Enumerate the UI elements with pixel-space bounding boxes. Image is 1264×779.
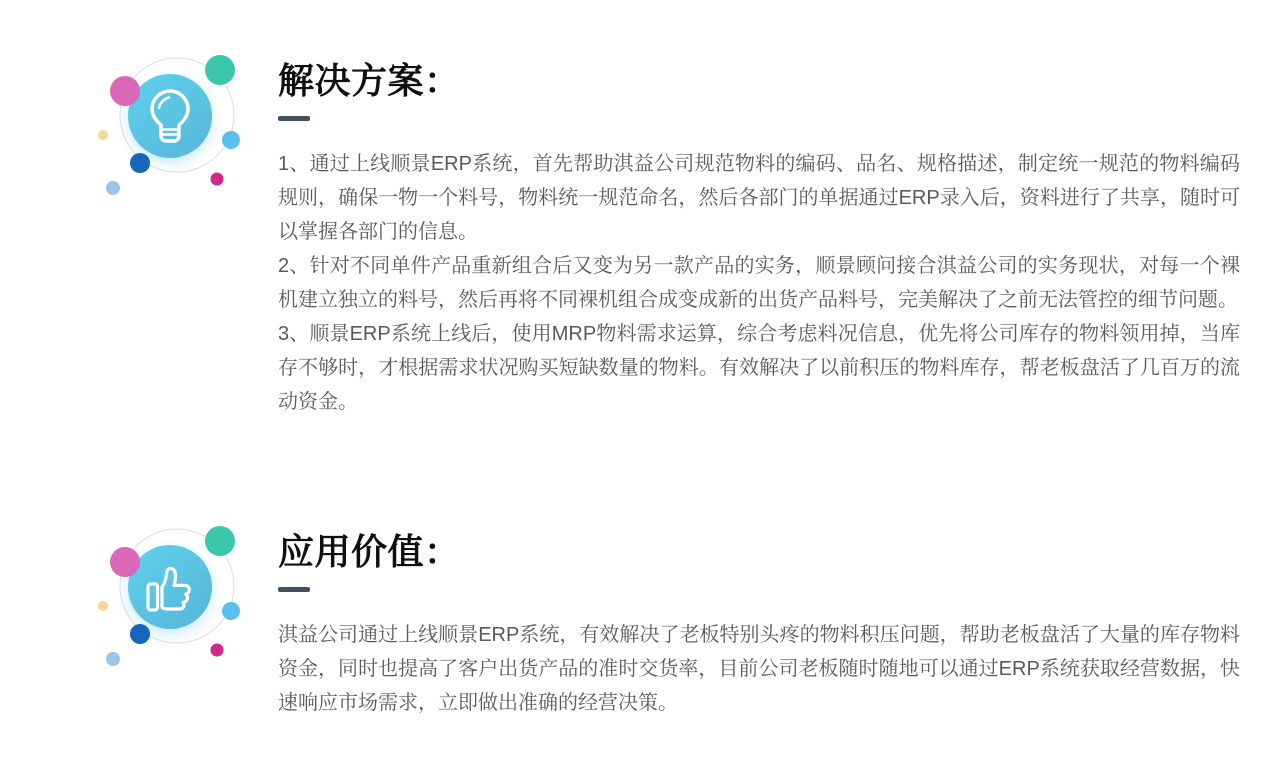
- solution-icon-decoration: [95, 37, 255, 197]
- title-underline: [278, 587, 310, 592]
- dot-yellow: [98, 130, 108, 140]
- solution-paragraph-3: 3、顺景ERP系统上线后，使用MRP物料需求运算，综合考虑料况信息，优先将公司库存的物料领用掉，当库存不够时，才根据需求状况购买短缺数量的物料。有效解决了以前积压的物料库存，帮老板盘活了几百万的流动资金。: [278, 323, 1240, 413]
- dot-light-blue: [222, 602, 240, 620]
- dot-magenta: [211, 173, 224, 186]
- solution-title: 解决方案：: [278, 60, 461, 101]
- dot-teal: [205, 526, 235, 556]
- dot-dark-blue: [130, 624, 150, 644]
- dot-pink: [110, 76, 140, 106]
- value-icon-decoration: [95, 508, 255, 668]
- dot-pale-blue: [106, 652, 120, 666]
- dot-yellow: [98, 601, 108, 611]
- accent-circle: [128, 545, 212, 629]
- dot-pink: [110, 547, 140, 577]
- accent-circle: [128, 74, 212, 158]
- solution-paragraphs: [278, 147, 1240, 419]
- lightbulb-icon: [95, 37, 255, 197]
- solution-paragraph-1: 1、通过上线顺景ERP系统，首先帮助淇益公司规范物料的编码、品名、规格描述，制定统一规范的物料编码规则，确保一物一个料号，物料统一规范命名，然后各部门的单据通过ERP录入后，资料进行了共享，随时可以掌握各部门的信息。: [278, 153, 1240, 243]
- dot-dark-blue: [130, 153, 150, 173]
- dot-magenta: [211, 644, 224, 657]
- value-paragraph-1: 淇益公司通过上线顺景ERP系统，有效解决了老板特别头疼的物料积压问题，帮助老板盘活了大量的库存物料资金，同时也提高了客户出货产品的准时交货率，目前公司老板随时随地可以通过ERP系统获取经营数据，快速响应市场需求，立即做出准确的经营决策。: [278, 624, 1240, 714]
- section-value: [278, 529, 1240, 720]
- value-paragraphs: [278, 618, 1240, 720]
- dot-teal: [205, 55, 235, 85]
- section-solution: [278, 58, 1240, 419]
- dot-light-blue: [222, 131, 240, 149]
- solution-paragraph-2: 2、针对不同单件产品重新组合后又变为另一款产品的实务，顺景顾问接合淇益公司的实务现状，对每一个裸机建立独立的料号，然后再将不同裸机组合成变成新的出货产品料号，完美解决了之前无法管控的细节问题。: [278, 255, 1240, 311]
- dot-pale-blue: [106, 181, 120, 195]
- value-title: 应用价值：: [278, 531, 461, 572]
- title-underline: [278, 116, 310, 121]
- thumbs-up-icon: [95, 508, 255, 668]
